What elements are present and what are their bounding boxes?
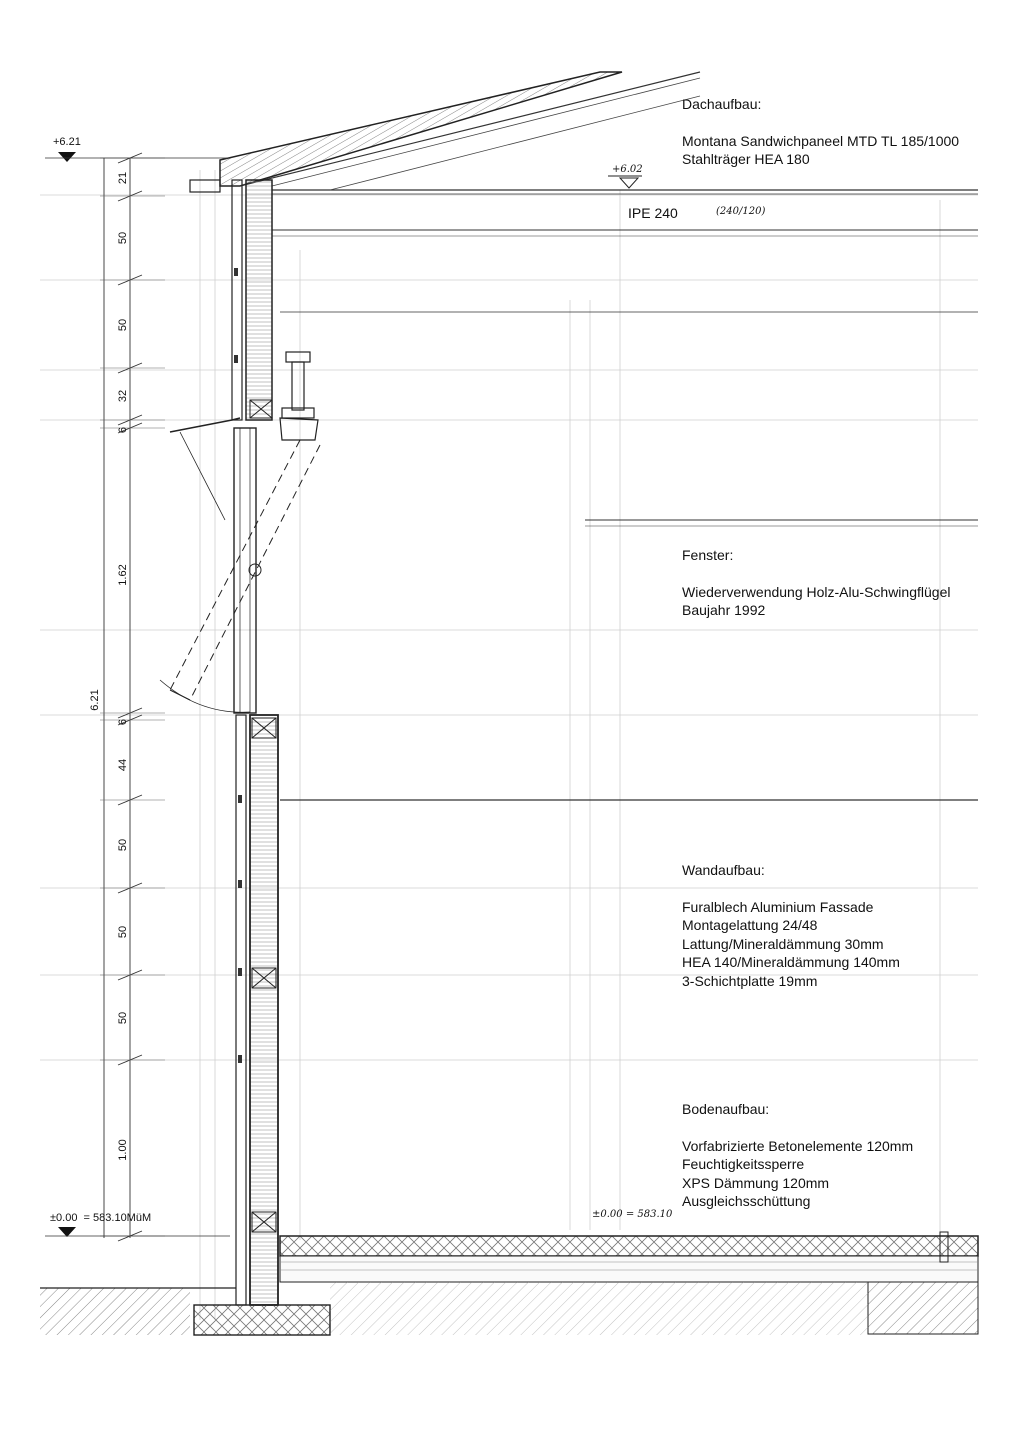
window-notes-line: Wiederverwendung Holz-Alu-Schwingflügel xyxy=(682,583,951,600)
dim-segment: 44 xyxy=(117,758,129,772)
level-marker-eave xyxy=(608,176,642,188)
level-eave-label: +6.02 xyxy=(612,164,643,175)
level-floor-label: ±0.00 = 583.10 xyxy=(592,1209,673,1220)
window-notes xyxy=(682,546,950,620)
roof-notes-line: Montana Sandwichpaneel MTD TL 185/1000 xyxy=(682,132,960,149)
level-marker-top xyxy=(45,152,230,162)
level-top-label: +6.21 xyxy=(53,136,81,148)
dim-segment: 6 xyxy=(117,426,129,434)
dim-segment: 32 xyxy=(117,389,129,403)
dim-segment: 21 xyxy=(117,171,129,185)
window-notes-line: Baujahr 1992 xyxy=(682,602,766,618)
wall-notes-line: HEA 140/Mineraldämmung 140mm xyxy=(682,954,900,970)
wall-notes-line: Furalblech Aluminium Fassade xyxy=(682,898,874,915)
wall-notes-line: Lattung/Mineraldämmung 30mm xyxy=(682,935,884,952)
floor-notes-heading: Bodenaufbau: xyxy=(682,1101,770,1117)
wall-section xyxy=(232,180,278,1305)
window-frame xyxy=(160,418,320,713)
dim-segment: 50 xyxy=(117,925,129,939)
dim-segment: 1.62 xyxy=(117,564,129,586)
beam-handwritten-label: (240/120) xyxy=(716,206,766,217)
dim-segment: 6 xyxy=(117,718,129,726)
roof-notes xyxy=(682,95,959,169)
roof-notes-line: Stahlträger HEA 180 xyxy=(682,151,810,167)
wall-notes-line: Montagelattung 24/48 xyxy=(682,917,818,933)
beam-label: IPE 240 xyxy=(628,205,678,221)
dim-segment: 50 xyxy=(117,1011,129,1025)
level-marker-bottom xyxy=(45,1227,230,1237)
beam-lines xyxy=(272,190,978,800)
foundation xyxy=(40,1282,868,1335)
window-notes-heading: Fenster: xyxy=(682,547,734,563)
dim-segment: 50 xyxy=(117,231,129,245)
dim-segment: 1.00 xyxy=(117,1139,129,1161)
floor-notes-line: Vorfabrizierte Betonelemente 120mm xyxy=(682,1137,914,1154)
dim-total: 6.21 xyxy=(89,689,101,711)
dim-segment: 50 xyxy=(117,838,129,852)
wall-notes-line: 3-Schichtplatte 19mm xyxy=(682,972,818,989)
level-bottom-label: ±0.00 = 583.10MüM xyxy=(50,1212,152,1224)
dim-segment: 50 xyxy=(117,318,129,332)
floor-notes xyxy=(682,1100,913,1211)
wall-notes xyxy=(682,861,900,990)
floor-notes-line: Ausgleichsschüttung xyxy=(682,1193,811,1209)
dimension-chain xyxy=(100,153,165,1241)
floor-notes-line: XPS Dämmung 120mm xyxy=(682,1174,830,1191)
wall-notes-heading: Wandaufbau: xyxy=(682,862,765,878)
roof-notes-heading: Dachaufbau: xyxy=(682,96,762,112)
floor-notes-line: Feuchtigkeitssperre xyxy=(682,1156,805,1172)
